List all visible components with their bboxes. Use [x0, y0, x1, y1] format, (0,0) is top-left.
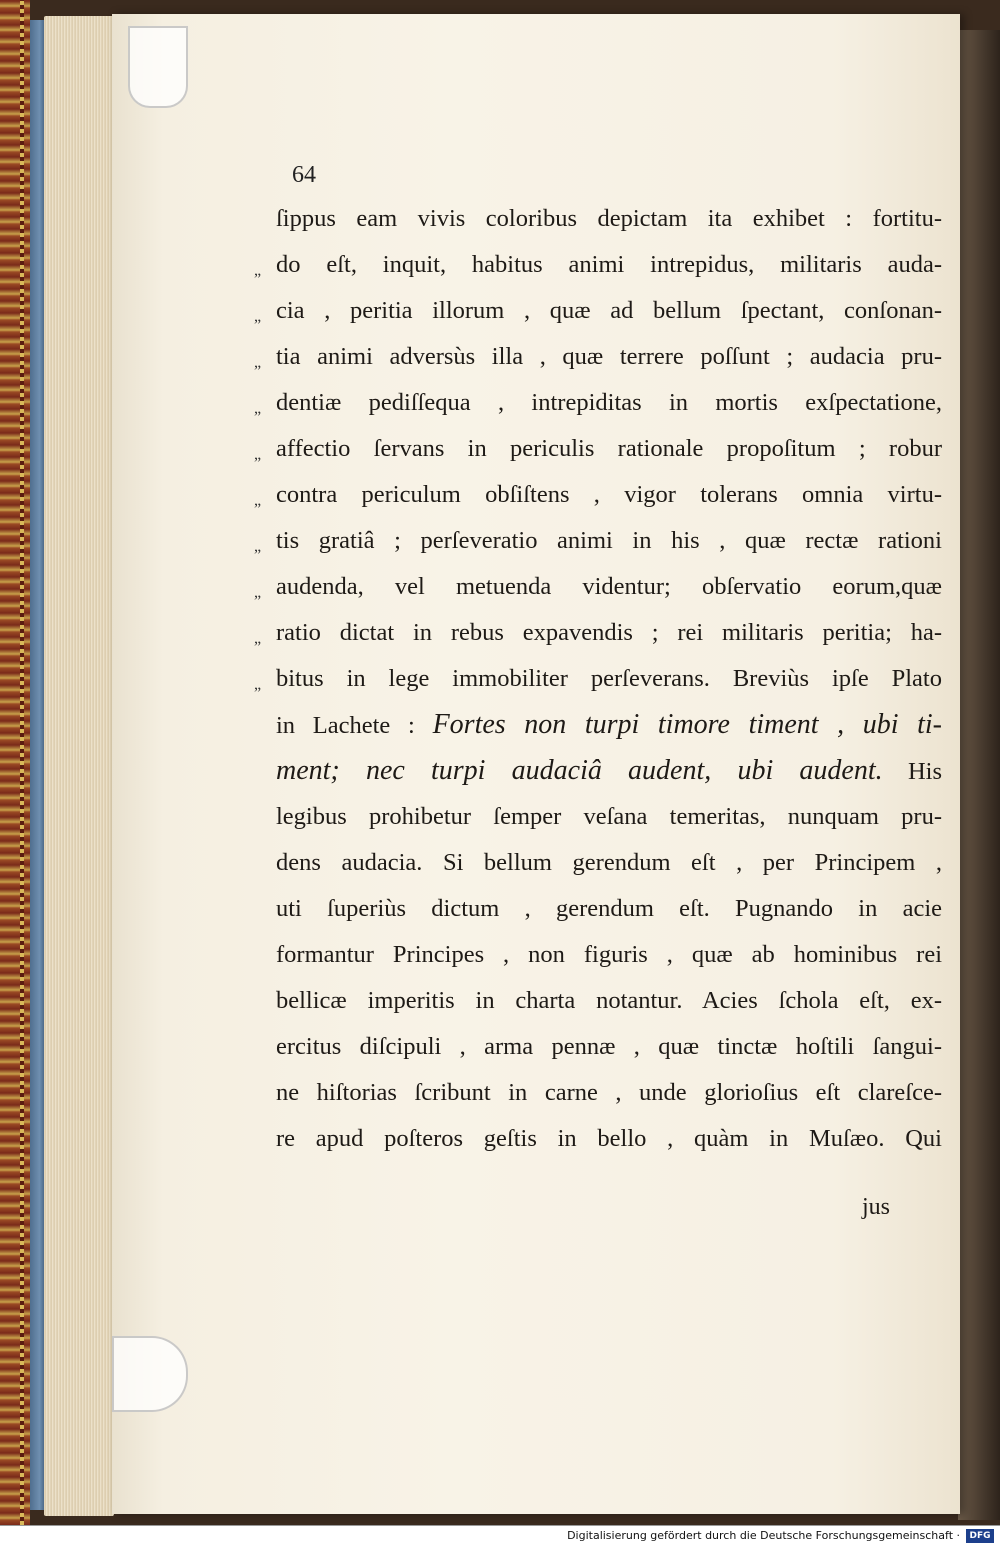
text-line: [246, 380, 942, 426]
text-span: ne hiſtorias ſcribunt in carne , unde glorioſius eſt clareſce-: [276, 1079, 942, 1106]
text-span: bitus in lege immobiliter perſeverans. Breviùs ipſe Plato: [276, 665, 942, 692]
catchword: jus: [862, 1194, 891, 1220]
quote-mark: „: [254, 446, 262, 463]
text-line: [246, 702, 942, 748]
text-line: [246, 564, 942, 610]
dfg-logo-icon: DFG: [966, 1529, 994, 1543]
book-binding: [0, 0, 30, 1525]
text-span: bellicæ imperitis in charta notantur. Acies ſchola eſt, ex-: [276, 987, 942, 1014]
italic-quote: Fortes non turpi timore timent , ubi ti-: [432, 709, 943, 740]
text-line: [246, 1070, 942, 1116]
quote-mark: „: [254, 492, 262, 509]
text-span: uti ſuperiùs dictum , gerendum eſt. Pugnando in acie: [276, 895, 942, 922]
text-span: formantur Principes , non figuris , quæ ab hominibus rei: [276, 941, 942, 968]
quote-mark: „: [254, 676, 262, 693]
funding-credit: Digitalisierung gefördert durch die Deutsche Forschungsgemeinschaft ·: [567, 1529, 960, 1542]
footer-bar: [0, 1525, 1000, 1547]
text-span: His: [907, 758, 943, 785]
text-span: in Lachete :: [276, 712, 415, 739]
text-span: affectio ſervans in periculis rationale propoſitum ; robur: [276, 435, 942, 462]
page-text: [246, 196, 942, 1162]
text-line: [246, 748, 942, 794]
text-span: re apud poſteros geſtis in bello , quàm in Muſæo. Qui: [276, 1125, 942, 1152]
page-edges: [44, 16, 114, 1516]
text-span: do eſt, inquit, habitus animi intrepidus, militaris auda-: [276, 251, 942, 278]
page-clip-top: [128, 26, 188, 108]
text-line: [246, 288, 942, 334]
text-line: [246, 886, 942, 932]
text-line: [246, 334, 942, 380]
text-line: [246, 196, 942, 242]
text-span: ſippus eam vivis coloribus depictam ita exhibet : fortitu-: [276, 205, 942, 232]
page-number: 64: [292, 162, 316, 188]
text-span: cia , peritia illorum , quæ ad bellum ſpectant, conſonan-: [276, 297, 942, 324]
text-line: [246, 610, 942, 656]
text-span: dens audacia. Si bellum gerendum eſt , per Principem ,: [276, 849, 942, 876]
text-line: [246, 518, 942, 564]
text-line: [246, 472, 942, 518]
text-span: ercitus diſcipuli , arma pennæ , quæ tinctæ hoſtili ſangui-: [276, 1033, 942, 1060]
text-line: [246, 426, 942, 472]
text-span: contra periculum obſiſtens , vigor tolerans omnia virtu-: [276, 481, 942, 508]
text-span: tis gratiâ ; perſeveratio animi in his , quæ rectæ rationi: [276, 527, 942, 554]
text-span: tia animi adversùs illa , quæ terrere poſſunt ; audacia pru-: [276, 343, 942, 370]
page-clip-bottom: [112, 1336, 188, 1412]
text-line: [246, 1024, 942, 1070]
italic-quote: ment; nec turpi audaciâ audent, ubi audent.: [276, 755, 883, 786]
quote-mark: „: [254, 400, 262, 417]
text-line: [246, 840, 942, 886]
text-span: legibus prohibetur ſemper veſana temeritas, nunquam pru-: [276, 803, 942, 830]
quote-mark: „: [254, 538, 262, 555]
text-line: [246, 656, 942, 702]
text-line: [246, 978, 942, 1024]
text-line: [246, 1116, 942, 1162]
text-line: [246, 794, 942, 840]
quote-mark: „: [254, 584, 262, 601]
text-span: audenda, vel metuenda videntur; obſervatio eorum,quæ: [276, 573, 942, 600]
quote-mark: „: [254, 308, 262, 325]
text-line: [246, 932, 942, 978]
text-line: [246, 242, 942, 288]
quote-mark: „: [254, 262, 262, 279]
gutter-shadow: [958, 30, 1000, 1520]
quote-mark: „: [254, 630, 262, 647]
text-span: ratio dictat in rebus expavendis ; rei militaris peritia; ha-: [276, 619, 942, 646]
quote-mark: „: [254, 354, 262, 371]
text-span: dentiæ pediſſequa , intrepiditas in mortis exſpectatione,: [276, 389, 942, 416]
